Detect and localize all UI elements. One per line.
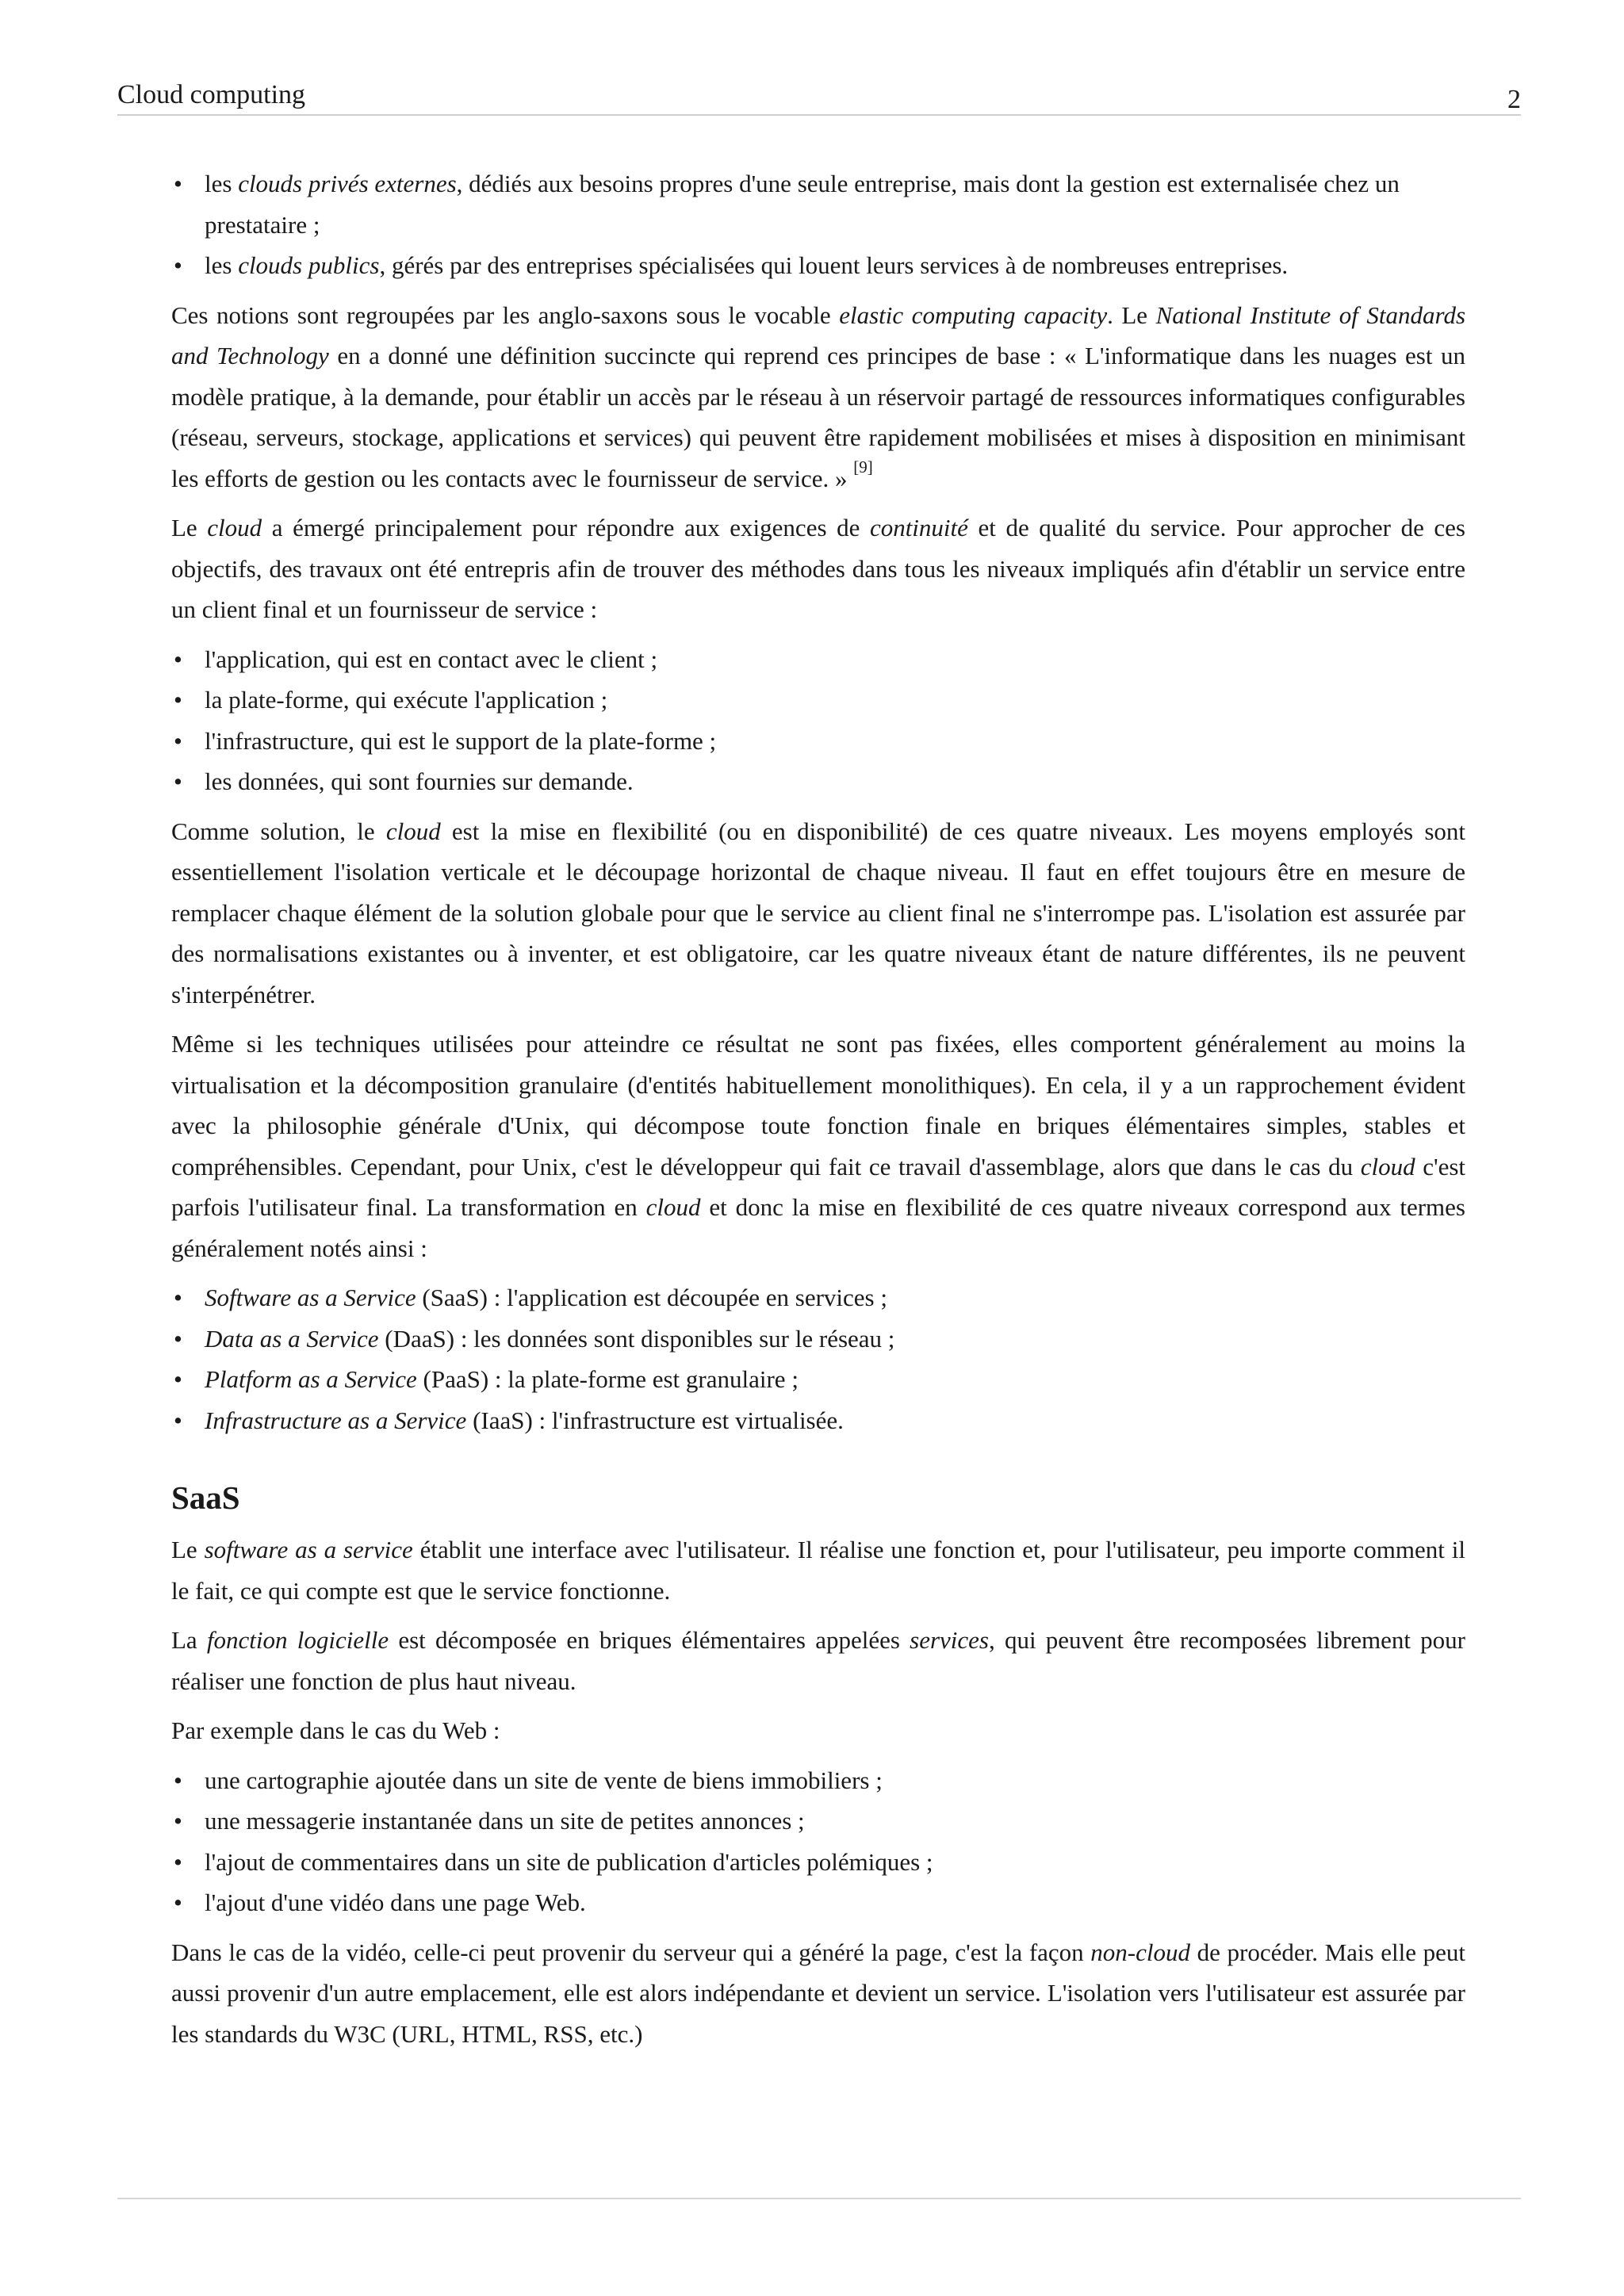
footer-divider [117, 2198, 1521, 2199]
bullet-icon: • [174, 1888, 182, 1916]
list-item: • les données, qui sont fournies sur demande. [171, 761, 1465, 802]
bullet-icon: • [174, 1324, 182, 1353]
bullet-icon: • [174, 170, 182, 197]
list-item: • une messagerie instantanée dans un site de petites annonces ; [171, 1800, 1465, 1842]
bullet-icon: • [174, 1766, 182, 1794]
list-item: • Software as a Service (SaaS) : l'application est découpée en services ; [171, 1277, 1465, 1318]
bullet-icon: • [174, 1847, 182, 1876]
paragraph-nist-definition: Ces notions sont regroupées par les anglo-saxons sous le vocable elastic computing capacity. Le National Institute of Standards and Technology en a donné une définition succincte qui reprend ces principes de base : « L'informatique dans les nuages est un modèle pratique, à la demande, pour établir un accès par le réseau à un réservoir partagé de ressources informatiques configurables (réseau, serveurs, stockage, applications et services) qui peuvent être rapidement mobilisées et mises à disposition en minimisant les efforts de gestion ou les contacts avec le fournisseur de service. » [9] [171, 300, 1466, 492]
bullet-icon: • [174, 251, 182, 279]
list-item: • l'infrastructure, qui est le support de la plate-forme ; [171, 721, 1465, 762]
paragraph-unix: Même si les techniques utilisées pour atteindre ce résultat ne sont pas fixées, elles comportent généralement au moins la virtualisation et la décomposition granulaire (d'entités habituellement monolithiques). En cela, il y a un rapprochement évident avec la philosophie générale d'Unix, qui décompose toute fonction finale en briques élémentaires simples, stables et compréhensibles. Cependant, pour Unix, c'est le développeur qui fait ce travail d'assemblage, alors que dans le cas du cloud c'est parfois l'utilisateur final. La transformation en cloud et donc la mise en flexibilité de ces quatre niveaux correspond aux termes généralement notés ainsi : [171, 1030, 1465, 1262]
bullet-icon: • [174, 767, 182, 795]
levels-list [171, 639, 1465, 802]
cloud-types-list [171, 163, 1465, 286]
bullet-icon: • [174, 1807, 182, 1835]
reference-link[interactable]: [9] [853, 457, 873, 477]
bullet-icon: • [174, 686, 182, 714]
list-item: • Platform as a Service (PaaS) : la plate-forme est granulaire ; [171, 1359, 1465, 1400]
web-examples-list [171, 1760, 1465, 1923]
paragraph-saas-interface: Le software as a service établit une interface avec l'utilisateur. Il réalise une fonction et, pour l'utilisateur, peu importe comment il le fait, ce qui compte est que le service fonctionne. [171, 1536, 1465, 1605]
paragraph-saas-video: Dans le cas de la vidéo, celle-ci peut provenir du serveur qui a généré la page, c'est la façon non-cloud de procéder. Mais elle peut aussi provenir d'un autre emplacement, elle est alors indépendante et devient un service. L'isolation vers l'utilisateur est assurée par les standards du W3C (URL, HTML, RSS, etc.) [171, 1938, 1465, 2048]
paragraph-saas-example: Par exemple dans le cas du Web : [171, 1716, 500, 1744]
header-title: Cloud computing [117, 80, 306, 109]
section-heading-saas: SaaS [171, 1479, 240, 1516]
list-item: • les clouds privés externes, dédiés aux besoins propres d'une seule entreprise, mais dont la gestion est externalisée chez un prestataire ; [171, 163, 1465, 245]
bullet-icon: • [174, 726, 182, 755]
list-item: • Data as a Service (DaaS) : les données sont disponibles sur le réseau ; [171, 1318, 1465, 1360]
list-item: • l'application, qui est en contact avec le client ; [171, 639, 1465, 680]
bullet-icon: • [174, 1284, 182, 1311]
page-number: 2 [1507, 85, 1521, 114]
list-item: • les clouds publics, gérés par des entreprises spécialisées qui louent leurs services à de nombreuses entreprises. [171, 245, 1465, 286]
list-item: • Infrastructure as a Service (IaaS) : l'infrastructure est virtualisée. [171, 1400, 1465, 1441]
list-item: • l'ajout d'une vidéo dans une page Web. [171, 1882, 1465, 1923]
list-item: • l'ajout de commentaires dans un site de publication d'articles polémiques ; [171, 1842, 1465, 1883]
list-item: • la plate-forme, qui exécute l'application ; [171, 679, 1465, 721]
bullet-icon: • [174, 1406, 182, 1434]
list-item: • une cartographie ajoutée dans un site de vente de biens immobiliers ; [171, 1760, 1465, 1801]
paragraph-solution: Comme solution, le cloud est la mise en flexibilité (ou en disponibilité) de ces quatre niveaux. Les moyens employés sont essentiellement l'isolation verticale et le découpage horizontal de chaque niveau. Il faut en effet toujours être en mesure de remplacer chaque élément de la solution globale pour que le service au client final ne s'interrompe pas. L'isolation est assurée par des normalisations existantes ou à inventer, et est obligatoire, car les quatre niveaux étant de nature différentes, ils ne peuvent s'interpénétrer. [171, 817, 1465, 1008]
bullet-icon: • [174, 645, 182, 673]
page-header [117, 73, 1521, 116]
as-a-service-list [171, 1277, 1465, 1441]
article-body [171, 163, 1465, 2063]
paragraph-emergence: Le cloud a émergé principalement pour répondre aux exigences de continuité et de qualité du service. Pour approcher de ces objectifs, des travaux ont été entrepris afin de trouver des méthodes dans tous les niveaux impliqués afin d'établir un service entre un client final et un fournisseur de service : [171, 514, 1465, 623]
bullet-icon: • [174, 1365, 182, 1393]
paragraph-saas-function: La fonction logicielle est décomposée en briques élémentaires appelées services, qui peuvent être recomposées librement pour réaliser une fonction de plus haut niveau. [171, 1626, 1465, 1695]
